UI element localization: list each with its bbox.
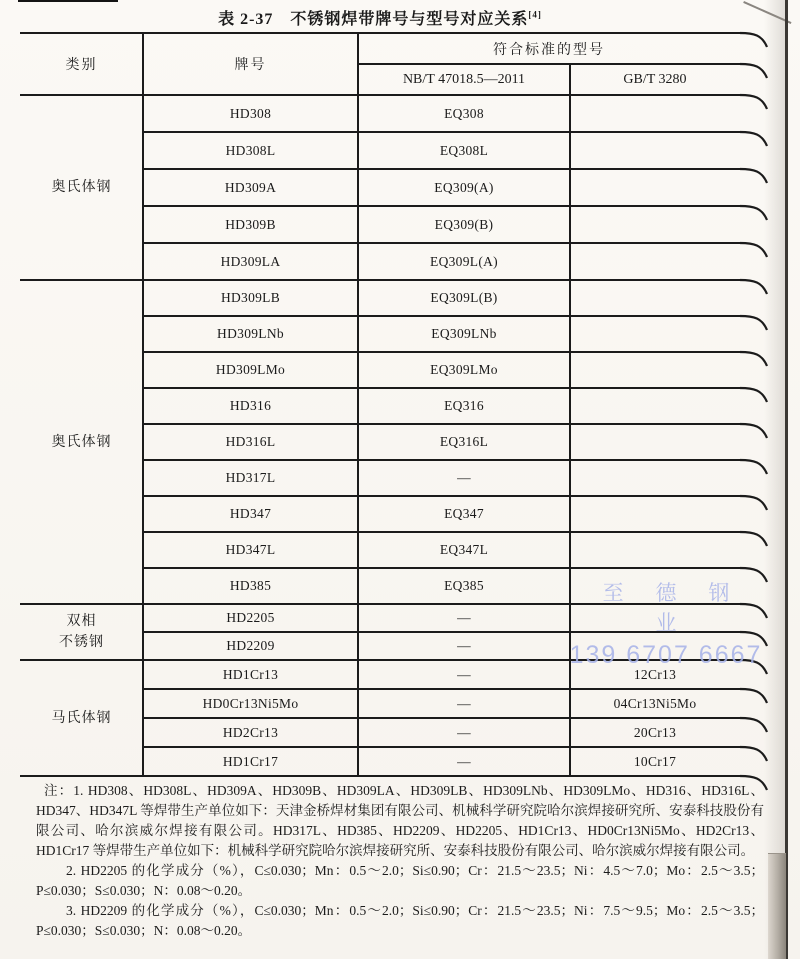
nbt-cell: —	[457, 724, 471, 740]
line-curl	[740, 747, 767, 761]
nbt-cell: —	[457, 638, 471, 653]
nbt-cell: EQ309(A)	[434, 179, 494, 195]
gbt-cell: 04Cr13Ni5Mo	[613, 695, 697, 711]
line-curl	[740, 388, 767, 402]
book-spine-shadow	[768, 853, 786, 959]
grade-cell: HD316L	[225, 434, 276, 449]
note-3: 3. HD2209 的化学成分（%），C≤0.030；Mn：0.5～2.0；Si≤0.90；Cr：21.5～23.5；Ni：7.5～9.5；Mo：2.5～3.5；P≤0.030；S≤0.030；N：0.08～0.20。	[36, 903, 764, 938]
grade-cell: HD308	[229, 105, 272, 121]
line-curl	[740, 95, 767, 109]
gbt-cell: 12Cr13	[633, 666, 677, 682]
gbt-cell	[570, 243, 740, 280]
grade-cell: HD317L	[225, 470, 276, 485]
nbt-cell: —	[457, 753, 471, 769]
page-edge-line	[785, 0, 788, 959]
header-standard-group: 符合标准的型号	[493, 42, 605, 58]
grade-cell: HD2Cr13	[222, 724, 279, 740]
nbt-cell: EQ316L	[439, 434, 489, 449]
line-curl	[740, 496, 767, 510]
gbt-cell: 10Cr17	[633, 753, 677, 769]
line-curl	[740, 280, 767, 294]
gbt-cell	[570, 280, 740, 316]
line-curl	[740, 460, 767, 474]
category-cell	[20, 95, 143, 280]
gbt-cell	[570, 496, 740, 532]
page-curvature-shading	[764, 0, 786, 959]
page-title	[0, 6, 760, 29]
grade-cell: HD2205	[226, 610, 275, 625]
gbt-cell	[570, 568, 740, 604]
grade-cell: HD385	[229, 578, 272, 593]
grade-cell: HD309LA	[220, 253, 281, 269]
nbt-cell: EQ347	[444, 506, 484, 521]
header-gbt-standard: GB/T 3280	[623, 71, 687, 87]
line-curl	[740, 352, 767, 366]
gbt-cell	[570, 316, 740, 352]
line-curl	[740, 132, 767, 146]
grade-cell: HD347L	[225, 542, 276, 557]
line-curl	[740, 33, 767, 47]
scan-artifact-top-line	[18, 0, 118, 2]
grade-cell: HD1Cr17	[222, 753, 279, 769]
line-curl	[740, 316, 767, 330]
footnotes	[36, 781, 764, 941]
grade-cell: HD316	[229, 398, 272, 413]
nbt-cell: EQ309(B)	[434, 216, 494, 232]
gbt-cell	[570, 424, 740, 460]
category-cell	[20, 604, 143, 660]
grade-cell: HD0Cr13Ni5Mo	[202, 695, 299, 711]
gbt-cell	[570, 352, 740, 388]
line-curl	[740, 169, 767, 183]
category-label-line: 不锈钢	[59, 635, 104, 650]
nbt-cell: EQ385	[444, 578, 484, 593]
nbt-cell: EQ316	[444, 398, 484, 413]
grade-cell: HD2209	[226, 638, 275, 653]
grade-cell: HD309B	[225, 216, 276, 232]
gbt-cell	[570, 632, 740, 660]
grade-cell: HD309LMo	[215, 362, 286, 377]
gbt-cell	[570, 460, 740, 496]
line-curl	[740, 689, 767, 703]
category-cell	[20, 660, 143, 776]
line-curl	[740, 424, 767, 438]
nbt-cell: EQ308	[444, 105, 484, 121]
header-grade: 牌号	[234, 58, 267, 73]
header-nbt-standard: NB/T 47018.5—2011	[402, 71, 526, 87]
gbt-cell	[570, 95, 740, 132]
line-curl	[740, 660, 767, 674]
category-label-line: 奥氏体钢	[51, 434, 112, 450]
nbt-cell: EQ308L	[439, 142, 489, 158]
gbt-cell: 20Cr13	[633, 724, 677, 740]
line-curl	[740, 568, 767, 582]
grade-cell: HD309A	[224, 179, 277, 195]
nbt-cell: —	[457, 470, 471, 485]
category-label-line: 双相	[66, 614, 97, 629]
line-curl	[740, 243, 767, 257]
nbt-cell: EQ309LNb	[431, 326, 497, 341]
nbt-cell: —	[457, 666, 471, 682]
nbt-cell: EQ309LMo	[430, 362, 498, 377]
grade-cell: HD309LNb	[217, 326, 284, 341]
line-curl	[740, 64, 767, 78]
gbt-cell	[570, 388, 740, 424]
note-2: 2. HD2205 的化学成分（%），C≤0.030；Mn：0.5～2.0；Si≤0.90；Cr：21.5～23.5；Ni：4.5～7.0；Mo：2.5～3.5；P≤0.030；S≤0.030；N：0.08～0.20。	[36, 863, 764, 898]
nbt-cell: —	[457, 610, 471, 625]
nbt-cell: EQ347L	[439, 542, 489, 557]
line-curl	[740, 206, 767, 220]
gbt-cell	[570, 132, 740, 169]
gbt-cell	[570, 206, 740, 243]
category-label-line: 马氏体钢	[51, 710, 112, 726]
grade-cell: HD309LB	[220, 290, 281, 305]
gbt-cell	[570, 532, 740, 568]
grade-cell: HD308L	[225, 142, 276, 158]
nbt-cell: EQ309L(B)	[430, 290, 498, 305]
watermark-company-text: 至 德 钢 业	[602, 582, 743, 635]
watermark-phone-number: 139 6707 6667	[569, 641, 763, 669]
note-1: 注：1. HD308、HD308L、HD309A、HD309B、HD309LA、HD309LB、HD309LNb、HD309LMo、HD316、HD316L、HD347、HD347L 等焊带生产单位如下：天津金桥焊材集团有限公司、机械科学研究院哈尔滨焊接研究所、安泰科技股份有限公司、哈尔滨威尔焊接有限公司。HD317L、HD385、HD2209、HD2205、HD1Cr13、HD0Cr13Ni5Mo、HD2Cr13、HD1Cr17 等焊带生产单位如下：机械科学研究院哈尔滨焊接研究所、安泰科技股份有限公司、哈尔滨威尔焊接有限公司。	[36, 783, 764, 858]
nbt-cell: —	[457, 695, 471, 711]
grade-cell: HD1Cr13	[222, 666, 279, 682]
reference-superscript: [4]	[528, 9, 542, 20]
table-caption: 表 2-37 不锈钢焊带牌号与型号对应关系	[218, 11, 529, 28]
category-label-line: 奥氏体钢	[51, 180, 112, 195]
line-curl	[740, 604, 767, 618]
table-horizontal-line	[20, 32, 740, 34]
gbt-cell	[570, 169, 740, 206]
nbt-cell: EQ309L(A)	[430, 253, 498, 269]
gbt-cell	[570, 604, 740, 632]
header-category: 类别	[65, 58, 98, 73]
category-cell	[20, 280, 143, 604]
line-curl	[740, 632, 767, 646]
table-horizontal-line	[358, 63, 740, 65]
grade-cell: HD347	[229, 506, 272, 521]
line-curl	[740, 718, 767, 732]
line-curl	[740, 532, 767, 546]
